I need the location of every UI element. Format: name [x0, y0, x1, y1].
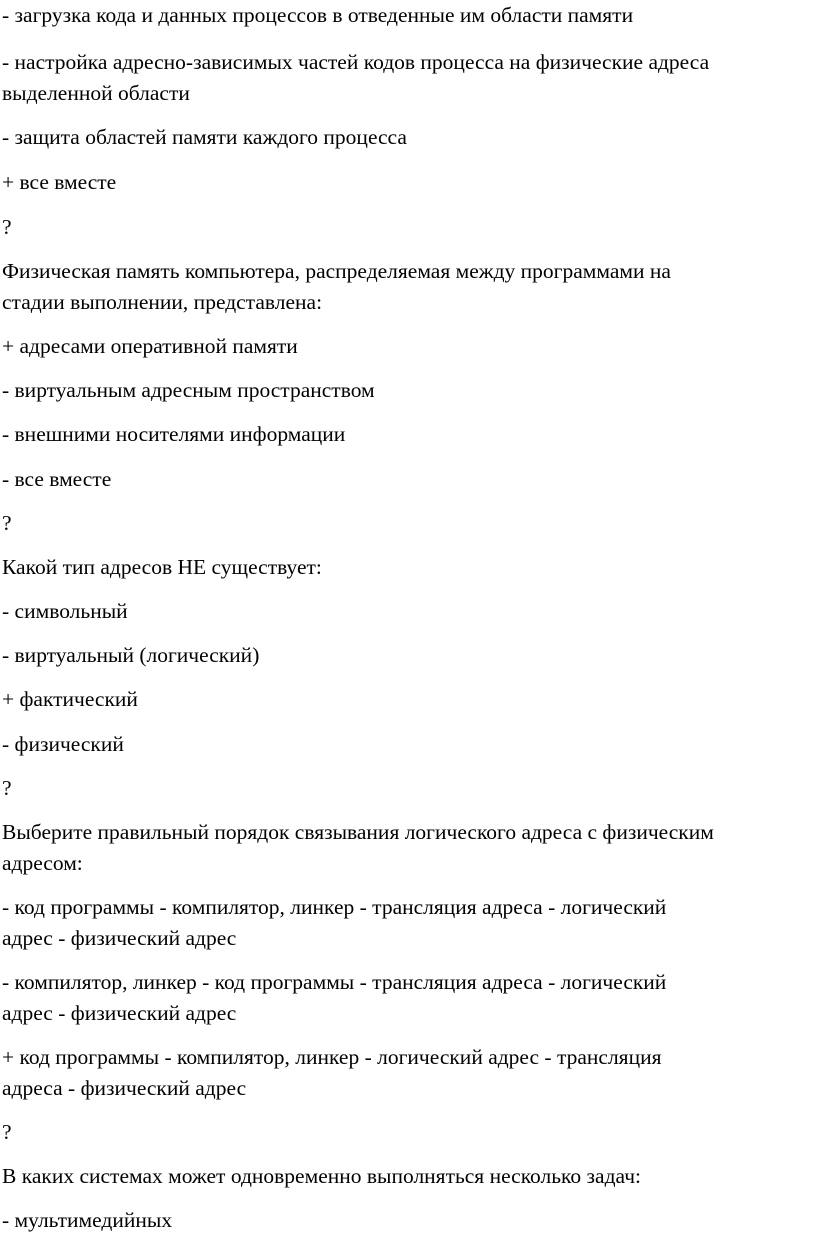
- correct-option-line: + адресами оперативной памяти: [2, 334, 298, 358]
- option-line-continuation: адрес - физический адрес: [2, 1001, 237, 1025]
- question-text: Какой тип адресов НЕ существует:: [2, 555, 322, 579]
- option-line: - настройка адресно-зависимых частей кодов процесса на физические адреса: [2, 50, 710, 74]
- option-line: - все вместе: [2, 467, 112, 491]
- option-line: - виртуальным адресным пространством: [2, 378, 375, 402]
- question-text: Физическая память компьютера, распределяемая между программами на: [2, 259, 671, 283]
- option-line: - символьный: [2, 599, 128, 623]
- correct-option-line: + код программы - компилятор, линкер - логический адрес - трансляция: [2, 1045, 662, 1069]
- question-text-continuation: стадии выполнении, представлена:: [2, 290, 323, 314]
- option-line: - защита областей памяти каждого процесса: [2, 125, 407, 149]
- correct-option-line: + все вместе: [2, 170, 117, 194]
- option-line-continuation: выделенной области: [2, 81, 190, 105]
- option-line: - мультимедийных: [2, 1208, 173, 1232]
- question-text: Выберите правильный порядок связывания логического адреса с физическим: [2, 820, 714, 844]
- option-line: - компилятор, линкер - код программы - трансляция адреса - логический: [2, 970, 667, 994]
- option-line: - код программы - компилятор, линкер - трансляция адреса - логический: [2, 895, 667, 919]
- option-line-continuation: адреса - физический адрес: [2, 1076, 247, 1100]
- question-separator: ?: [2, 776, 12, 800]
- option-line-continuation: адрес - физический адрес: [2, 926, 237, 950]
- correct-option-line: + фактический: [2, 687, 138, 711]
- option-line: - внешними носителями информации: [2, 422, 346, 446]
- question-separator: ?: [2, 511, 12, 535]
- question-separator: ?: [2, 1120, 12, 1144]
- question-text-continuation: адресом:: [2, 851, 83, 875]
- question-separator: ?: [2, 215, 12, 239]
- option-line: - физический: [2, 732, 124, 756]
- option-line: - виртуальный (логический): [2, 643, 260, 667]
- question-text: В каких системах может одновременно выполняться несколько задач:: [2, 1164, 641, 1188]
- option-line: - загрузка кода и данных процессов в отведенные им области памяти: [2, 3, 634, 27]
